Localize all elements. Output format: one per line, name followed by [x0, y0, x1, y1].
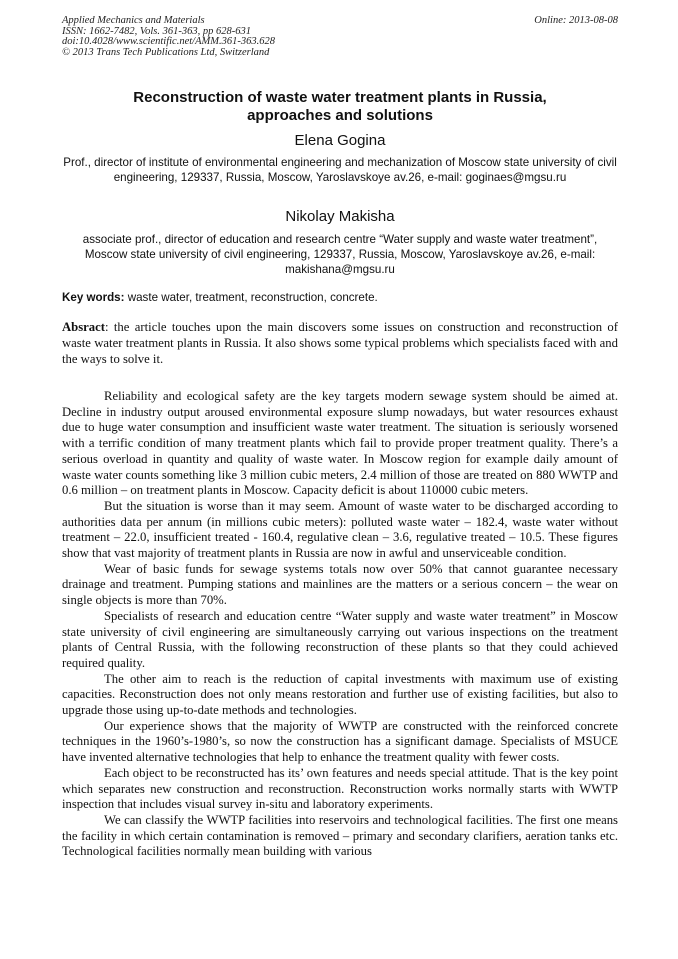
abstract-text: : the article touches upon the main discovers some issues on construction and reconstruction of waste water treatment plants in Russia. It also shows some typical problems which specialists faced with and the ways to solve it. — [62, 320, 618, 366]
keywords-text: waste water, treatment, reconstruction, concrete. — [127, 291, 378, 304]
body-paragraph: Our experience shows that the majority of WWTP are constructed with the reinforced concrete techniques in the 1960’s-1980’s, so now the construction has a significant damage. Specialists of MSUCE have invented alternative technologies that help to enhance the treatment quality with fewer costs. — [62, 718, 618, 765]
copyright-line: © 2013 Trans Tech Publications Ltd, Switzerland — [62, 46, 270, 58]
title-line-1: Reconstruction of waste water treatment plants in Russia, — [133, 89, 547, 106]
body-paragraph: Wear of basic funds for sewage systems totals now over 50% that cannot guarantee necessary drainage and treatment. Pumping stations and mainlines are the matters or a serious concern – the wear on single objects is more than 70%. — [62, 561, 618, 608]
body-paragraph: Each object to be reconstructed has its’ own features and needs special attitude. That is the key point which separates new construction and reconstruction. Reconstruction works normally starts with WWTP inspection that includes visual survey in-situ and laboratory experiments. — [62, 765, 618, 812]
doi-line: doi:10.4028/www.scientific.net/AMM.361-363.628 — [62, 36, 275, 48]
keywords-label: Key words: — [62, 291, 125, 304]
body-paragraph: Specialists of research and education centre “Water supply and waste water treatment” in Moscow state university of civil engineering are simultaneously carrying out various inspections on the treatment plants of Central Russia, with the following reconstruction of these plants so that they could achieved required quality. — [62, 608, 618, 670]
paper-title — [62, 89, 618, 124]
author-2-affiliation: associate prof., director of education and research centre “Water supply and waste water treatment”, Moscow state university of civil engineering, 129337, Russia, Moscow, Yaroslavskoye av.26, e-mail: makishana@mgsu.ru — [82, 233, 598, 277]
journal-header — [62, 16, 618, 58]
keywords — [62, 291, 618, 305]
abstract — [62, 319, 618, 367]
author-1-affiliation: Prof., director of institute of environmental engineering and mechanization of Moscow state university of civil engineering, 129337, Russia, Moscow, Yaroslavskoye av.26, e-mail: goginaes@mgsu.ru — [63, 156, 617, 185]
body-paragraph: Reliability and ecological safety are the key targets modern sewage system should be aimed at. Decline in industry output aroused environmental exposure slump nowadays, but water resources exhaust due to huge water consumption and insufficient waste water treatment. The situation is seriously worsened with a terrific condition of many treatment plants which fail to provide proper treatment quality. There’s a serious overload in quantity and quality of waste water. In Moscow region for example daily amount of waste water counts something like 3 million cubic meters, 2.4 million of those are treated on 880 WWTP and 0.6 million – on treatment plants in Moscow. Capacity deficit is about 110000 cubic meters. — [62, 389, 618, 498]
body-text — [62, 389, 618, 860]
body-paragraph: The other aim to reach is the reduction of capital investments with maximum use of existing capacities. Reconstruction does not only means restoration and further use of existing facilities, but also to upgrade those using up-to-date methods and technologies. — [62, 671, 618, 718]
issn-line: ISSN: 1662-7482, Vols. 361-363, pp 628-631 — [62, 25, 251, 37]
body-paragraph: But the situation is worse than it may seem. Amount of waste water to be discharged according to authorities data per annum (in millions cubic meters): polluted waste water – 182.4, waste water without treatment – 22.0, insufficient treated - 160.4, regulative clean – 3.6, regulative treated – 10.5. These figures show that vast majority of treatment plants in Russia are now in awful and unserviceable condition. — [62, 498, 618, 561]
title-line-2: approaches and solutions — [247, 106, 433, 124]
author-2-name: Nikolay Makisha — [285, 208, 395, 225]
body-paragraph: We can classify the WWTP facilities into reservoirs and technological facilities. The first one means the facility in which certain contamination is removed – primary and secondary clarifiers, aeration tanks etc. Technological facilities normally mean building with various — [62, 812, 618, 859]
author-1-name: Elena Gogina — [294, 132, 386, 149]
abstract-label: Absract — [62, 320, 105, 334]
online-date: Online: 2013-08-08 — [534, 15, 618, 26]
journal-name: Applied Mechanics and Materials — [62, 15, 205, 26]
